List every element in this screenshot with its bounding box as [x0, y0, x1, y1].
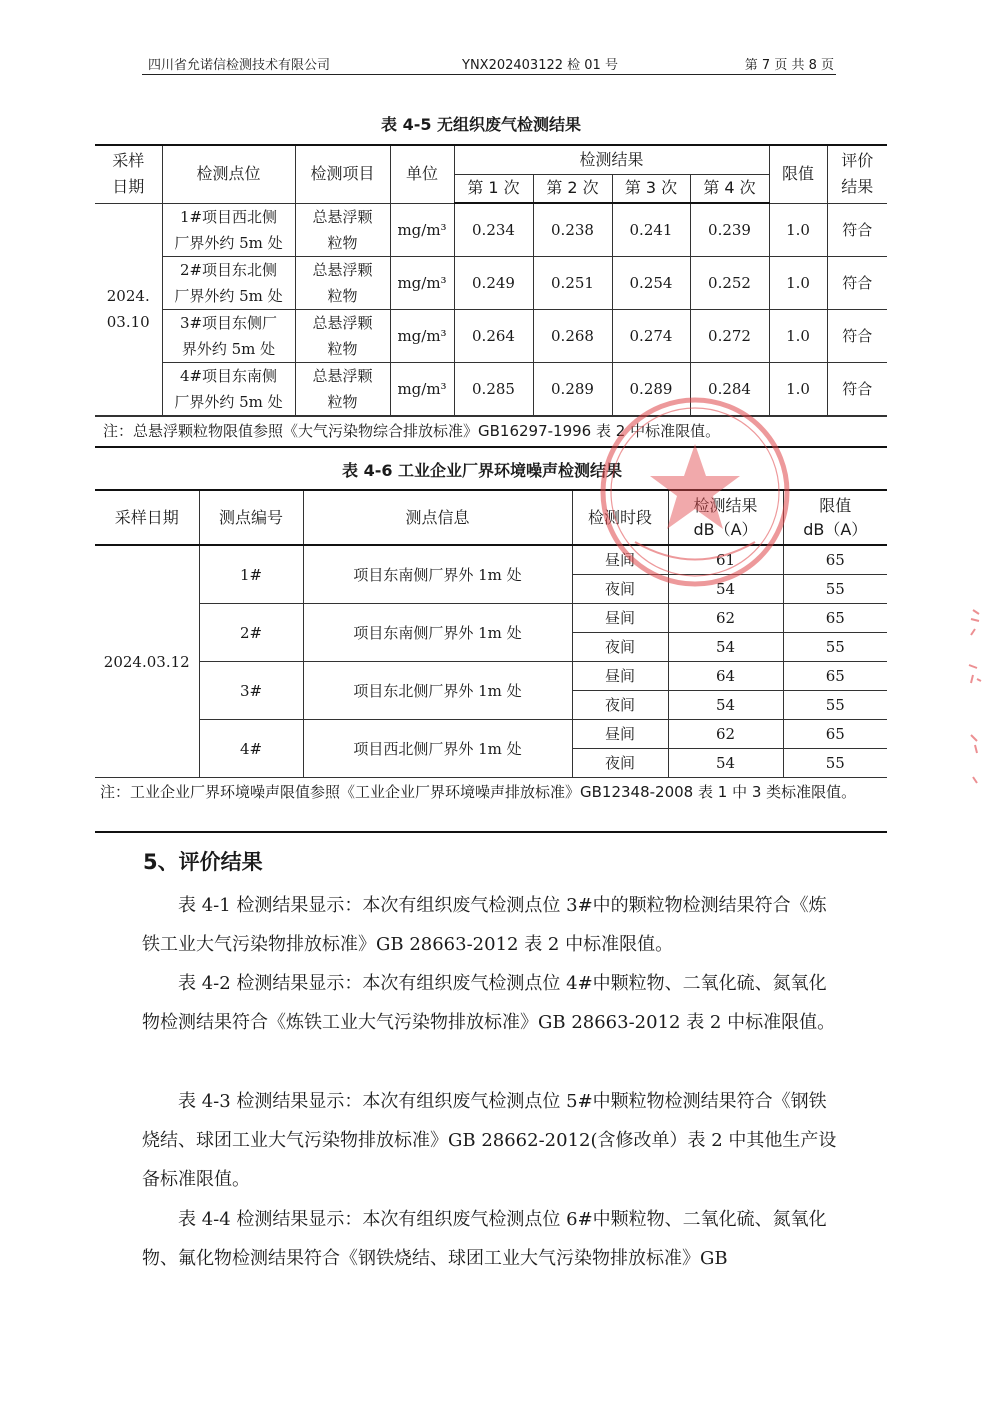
limit-cell: 1.0: [769, 362, 827, 415]
th-eval: 评价 结果: [827, 145, 887, 203]
limit-cell: 65: [783, 720, 887, 749]
r4-cell: 0.252: [690, 256, 769, 309]
limit-cell: 55: [783, 633, 887, 662]
period-cell: 夜间: [572, 575, 668, 604]
company-name: 四川省允诺信检测技术有限公司: [148, 58, 331, 73]
limit-cell: 55: [783, 749, 887, 778]
th-date: 采样日期: [95, 490, 199, 545]
r2-cell: 0.268: [533, 309, 612, 362]
r2-cell: 0.251: [533, 256, 612, 309]
info-cell: 项目东北侧厂界外 1m 处: [303, 662, 572, 720]
th-r2: 第 2 次: [533, 174, 612, 203]
th-limit: 限值 dB（A）: [783, 490, 887, 545]
r3-cell: 0.274: [612, 309, 690, 362]
limit-cell: 65: [783, 545, 887, 575]
eval-cell: 符合: [827, 309, 887, 362]
th-period: 检测时段: [572, 490, 668, 545]
header-rule: [142, 74, 836, 75]
item-cell: 总悬浮颗 粒物: [295, 309, 390, 362]
period-cell: 夜间: [572, 633, 668, 662]
limit-cell: 1.0: [769, 203, 827, 256]
r1-cell: 0.249: [454, 256, 533, 309]
period-cell: 夜间: [572, 691, 668, 720]
value-cell: 64: [668, 662, 783, 691]
item-cell: 总悬浮颗 粒物: [295, 256, 390, 309]
th-results: 检测结果: [454, 145, 769, 174]
r3-cell: 0.289: [612, 362, 690, 415]
table-row: [95, 203, 887, 256]
date-cell: 2024.03.12: [95, 545, 199, 778]
note2-bottom-rule: [95, 831, 887, 833]
eval-cell: 符合: [827, 203, 887, 256]
th-r3: 第 3 次: [612, 174, 690, 203]
paragraph-3: 表 4-3 检测结果显示：本次有组织废气检测点位 5#中颗粒物检测结果符合《钢铁烧结、球团工业大气污染物排放标准》GB 28662-2012(含修改单）表 2 中其他生产设备标准限值。: [142, 1091, 837, 1190]
table45: [95, 144, 887, 416]
th-point: 检测点位: [162, 145, 295, 203]
table-row: [95, 604, 887, 633]
th-item: 检测项目: [295, 145, 390, 203]
unit-cell: mg/m³: [390, 362, 454, 415]
table-row: [95, 256, 887, 309]
r3-cell: 0.241: [612, 203, 690, 256]
unit-cell: mg/m³: [390, 203, 454, 256]
limit-cell: 65: [783, 662, 887, 691]
r4-cell: 0.239: [690, 203, 769, 256]
r4-cell: 0.284: [690, 362, 769, 415]
th-unit: 单位: [390, 145, 454, 203]
limit-cell: 65: [783, 604, 887, 633]
id-cell: 4#: [199, 720, 303, 778]
info-cell: 项目东南侧厂界外 1m 处: [303, 545, 572, 604]
period-cell: 昼间: [572, 720, 668, 749]
info-cell: 项目东南侧厂界外 1m 处: [303, 604, 572, 662]
period-cell: 夜间: [572, 749, 668, 778]
th-r4: 第 4 次: [690, 174, 769, 203]
period-cell: 昼间: [572, 662, 668, 691]
table-row: [95, 720, 887, 749]
r2-cell: 0.289: [533, 362, 612, 415]
paragraph-1: 表 4-1 检测结果显示：本次有组织废气检测点位 3#中的颗粒物检测结果符合《炼铁工业大气污染物排放标准》GB 28663-2012 表 2 中标准限值。: [142, 895, 827, 955]
item-cell: 总悬浮颗 粒物: [295, 203, 390, 256]
table45-caption: 表 4-5 无组织废气检测结果: [381, 115, 582, 134]
th-date: 采样 日期: [95, 145, 162, 203]
section-title: 5、评价结果: [143, 850, 263, 874]
paragraph-4: 表 4-4 检测结果显示：本次有组织废气检测点位 6#中颗粒物、二氧化硫、氮氧化物、氟化物检测结果符合《钢铁烧结、球团工业大气污染物排放标准》GB: [142, 1209, 827, 1269]
point-cell: 3#项目东侧厂 界外约 5m 处: [162, 309, 295, 362]
r1-cell: 0.234: [454, 203, 533, 256]
table-row: [95, 309, 887, 362]
r1-cell: 0.285: [454, 362, 533, 415]
item-cell: 总悬浮颗 粒物: [295, 362, 390, 415]
table46-caption: 表 4-6 工业企业厂界环境噪声检测结果: [342, 461, 623, 480]
r2-cell: 0.238: [533, 203, 612, 256]
table-row: [95, 662, 887, 691]
table46-note: 注：工业企业厂界环境噪声限值参照《工业企业厂界环境噪声排放标准》GB12348-2008 表 1 中 3 类标准限值。: [100, 783, 857, 801]
r4-cell: 0.272: [690, 309, 769, 362]
th-result: 检测结果 dB（A）: [668, 490, 783, 545]
th-limit: 限值: [769, 145, 827, 203]
limit-cell: 55: [783, 691, 887, 720]
point-cell: 2#项目东北侧 厂界外约 5m 处: [162, 256, 295, 309]
point-cell: 1#项目西北侧 厂界外约 5m 处: [162, 203, 295, 256]
value-cell: 54: [668, 691, 783, 720]
eval-cell: 符合: [827, 362, 887, 415]
unit-cell: mg/m³: [390, 309, 454, 362]
report-number: YNX202403122 检 01 号: [462, 58, 618, 73]
th-r1: 第 1 次: [454, 174, 533, 203]
unit-cell: mg/m³: [390, 256, 454, 309]
value-cell: 54: [668, 575, 783, 604]
paragraph-2: 表 4-2 检测结果显示：本次有组织废气检测点位 4#中颗粒物、二氧化硫、氮氧化物检测结果符合《炼铁工业大气污染物排放标准》GB 28663-2012 表 2 中标准限值。: [142, 973, 836, 1033]
info-cell: 项目西北侧厂界外 1m 处: [303, 720, 572, 778]
table45-note: 注：总悬浮颗粒物限值参照《大气污染物综合排放标准》GB16297-1996 表 2 中标准限值。: [103, 422, 721, 440]
value-cell: 54: [668, 749, 783, 778]
limit-cell: 1.0: [769, 256, 827, 309]
page-header: [142, 52, 836, 74]
value-cell: 62: [668, 720, 783, 749]
edge-seal-fragment-icon: [955, 605, 985, 795]
company-seal-icon: [595, 392, 795, 592]
th-info: 测点信息: [303, 490, 572, 545]
th-id: 测点编号: [199, 490, 303, 545]
value-cell: 62: [668, 604, 783, 633]
point-cell: 4#项目东南侧 厂界外约 5m 处: [162, 362, 295, 415]
limit-cell: 55: [783, 575, 887, 604]
r1-cell: 0.264: [454, 309, 533, 362]
value-cell: 54: [668, 633, 783, 662]
id-cell: 3#: [199, 662, 303, 720]
eval-cell: 符合: [827, 256, 887, 309]
date-cell: 2024. 03.10: [95, 203, 162, 415]
id-cell: 1#: [199, 545, 303, 604]
period-cell: 昼间: [572, 545, 668, 575]
r3-cell: 0.254: [612, 256, 690, 309]
period-cell: 昼间: [572, 604, 668, 633]
limit-cell: 1.0: [769, 309, 827, 362]
id-cell: 2#: [199, 604, 303, 662]
value-cell: 61: [668, 545, 783, 575]
page-number: 第 7 页 共 8 页: [744, 58, 834, 73]
